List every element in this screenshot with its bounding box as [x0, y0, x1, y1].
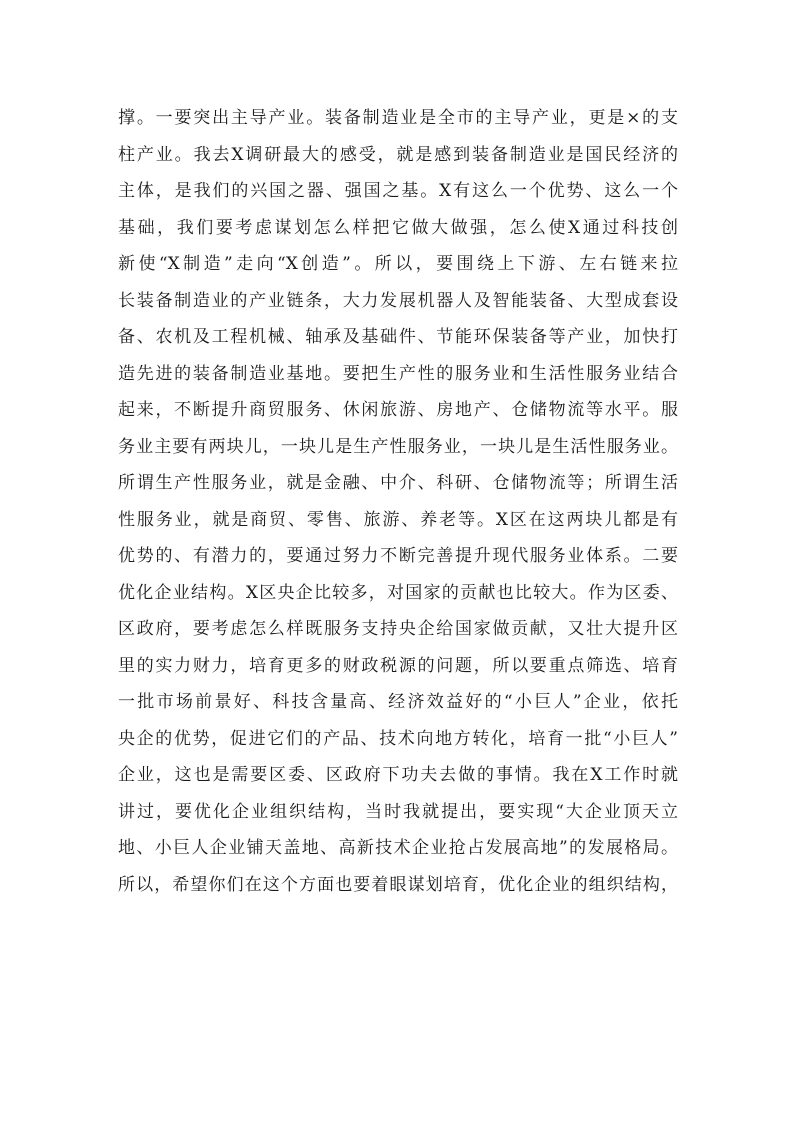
body-text [118, 100, 678, 903]
text-line: 讲过，要优化企业组织结构，当时我就提出，要实现“大企业顶天立 [118, 801, 678, 822]
text-line: 撑。一要突出主导产业。装备制造业是全市的主导产业，更是×的支 [118, 108, 678, 128]
text-line: 里的实力财力，培育更多的财政税源的问题，所以要重点筛选、培育 [118, 655, 678, 676]
text-line: 优势的、有潜力的，要通过努力不断完善提升现代服务业体系。二要 [118, 546, 678, 566]
text-line: 基础，我们要考虑谋划怎么样把它做大做强，怎么使X通过科技创 [118, 217, 678, 238]
text-line: 备、农机及工程机械、轴承及基础件、节能环保装备等产业，加快打 [118, 327, 678, 347]
text-line: 优化企业结构。X区央企比较多，对国家的贡献也比较大。作为区委、 [118, 582, 678, 603]
text-line: 央企的优势，促进它们的产品、技术向地方转化，培育一批“小巨人” [118, 728, 678, 749]
text-line: 地、小巨人企业铺天盖地、高新技术企业抢占发展高地”的发展格局。 [118, 838, 678, 858]
text-line: 柱产业。我去X调研最大的感受，就是感到装备制造业是国民经济的 [118, 144, 678, 165]
text-line: 企业，这也是需要区委、区政府下功夫去做的事情。我在X工作时就 [118, 765, 678, 785]
text-line: 起来，不断提升商贸服务、休闲旅游、房地产、仓储物流等水平。服 [118, 400, 678, 420]
text-line: 主体，是我们的兴国之器、强国之基。X有这么一个优势、这么一个 [118, 181, 678, 201]
text-line: 新使“X制造”走向“X创造”。所以，要围绕上下游、左右链来拉 [118, 254, 678, 274]
text-line: 造先进的装备制造业基地。要把生产性的服务业和生活性服务业结合 [118, 363, 678, 384]
text-line: 所谓生产性服务业，就是金融、中介、科研、仓储物流等；所谓生活 [118, 473, 678, 493]
text-line: 务业主要有两块儿，一块儿是生产性服务业，一块儿是生活性服务业。 [118, 436, 678, 457]
text-line: 长装备制造业的产业链条，大力发展机器人及智能装备、大型成套设 [118, 290, 678, 311]
text-line: 性服务业，就是商贸、零售、旅游、养老等。X区在这两块儿都是有 [118, 509, 678, 530]
text-line: 所以，希望你们在这个方面也要着眼谋划培育，优化企业的组织结构， [118, 874, 678, 895]
text-line: 区政府，要考虑怎么样既服务支持央企给国家做贡献，又壮大提升区 [118, 619, 678, 639]
text-line: 一批市场前景好、科技含量高、经济效益好的“小巨人”企业，依托 [118, 692, 678, 712]
